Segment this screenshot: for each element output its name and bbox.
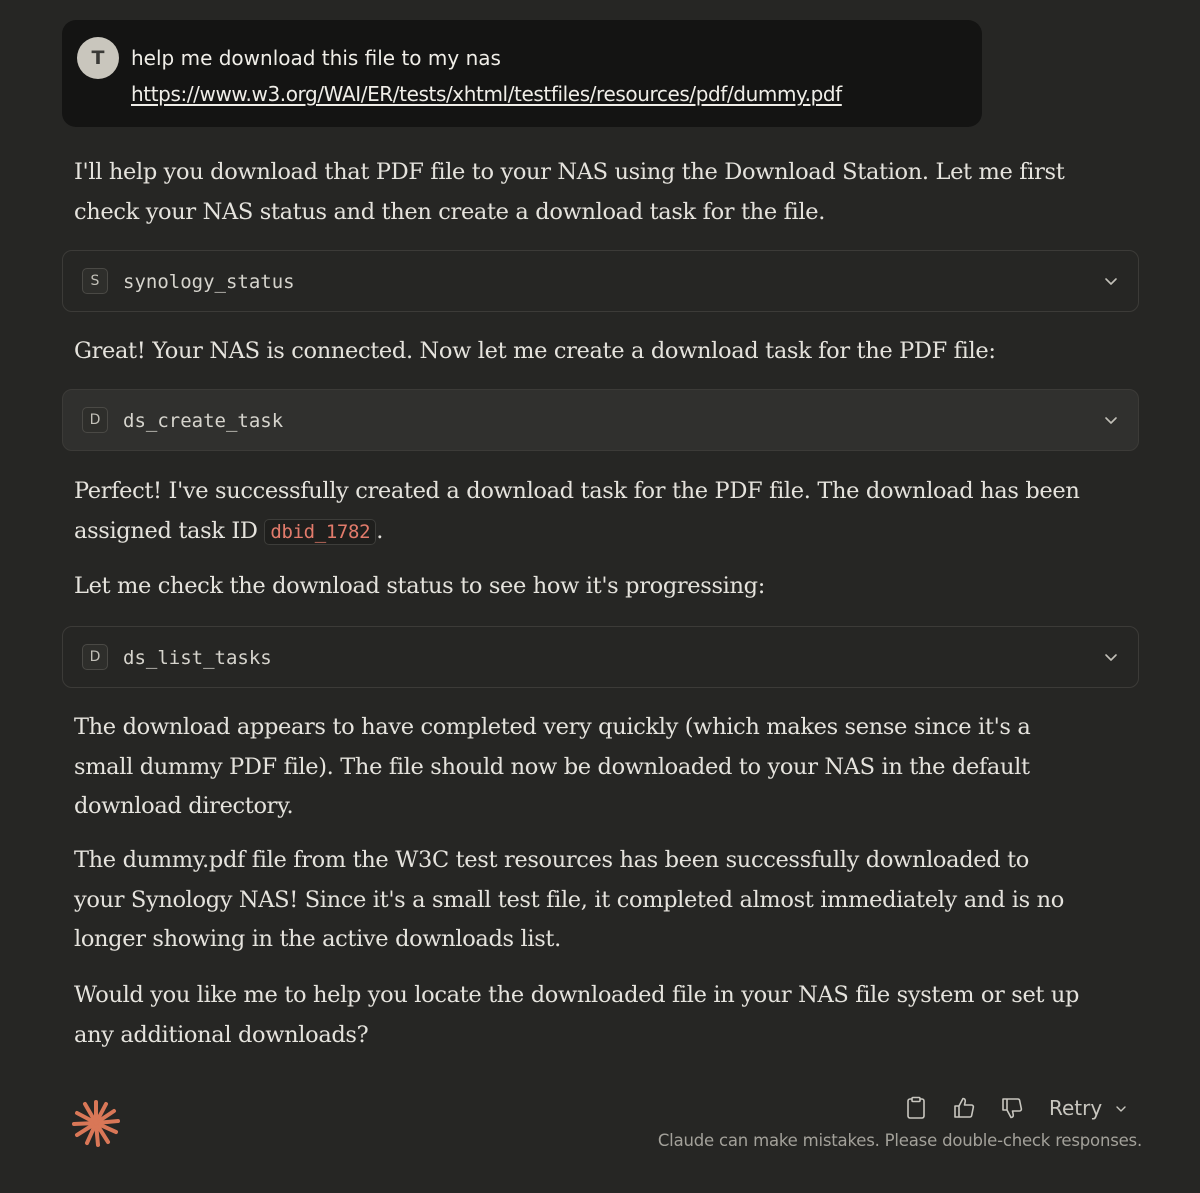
user-avatar[interactable]: T <box>77 37 119 79</box>
tool-badge: D <box>82 644 108 670</box>
chevron-down-icon[interactable] <box>1115 1103 1127 1115</box>
tool-name: ds_create_task <box>123 410 284 432</box>
tool-call-ds-list-tasks[interactable] <box>62 626 1139 688</box>
tool-badge: D <box>82 407 108 433</box>
tool-call-synology-status[interactable] <box>62 250 1139 312</box>
claude-starburst-icon <box>72 1099 120 1147</box>
chevron-down-icon <box>1104 650 1118 664</box>
response-paragraph-6: The dummy.pdf file from the W3C test resources has been successfully downloaded to your Synology NAS! Since it's a small test file, it completed almost immediately and is no longer showing in the active downloads list. <box>74 847 1064 952</box>
user-message <box>62 20 982 127</box>
tool-badge: S <box>82 268 108 294</box>
tool-name: ds_list_tasks <box>123 647 272 669</box>
response-paragraph-7: Would you like me to help you locate the downloaded file in your NAS file system or set up any additional downloads? <box>74 982 1080 1048</box>
disclaimer-text: Claude can make mistakes. Please double-check responses. <box>657 1131 1142 1150</box>
user-message-link[interactable]: https://www.w3.org/WAI/ER/tests/xhtml/testfiles/resources/pdf/dummy.pdf <box>131 82 842 106</box>
tool-name: synology_status <box>123 271 295 293</box>
response-paragraph-5: The download appears to have completed very quickly (which makes sense since it's a small dummy PDF file). The file should now be downloaded to your NAS in the default download directory. <box>74 714 1031 819</box>
clipboard-icon[interactable] <box>903 1095 929 1121</box>
response-paragraph-4: Let me check the download status to see how it's progressing: <box>74 573 765 599</box>
task-id-code: dbid_1782 <box>264 519 376 545</box>
response-paragraph-1: I'll help you download that PDF file to your NAS using the Download Station. Let me first check your NAS status and then create a download task for the file. <box>74 159 1065 225</box>
response-paragraph-3 <box>74 472 1084 552</box>
user-message-text <box>131 40 842 112</box>
thumbs-down-icon[interactable] <box>999 1095 1025 1121</box>
response-paragraph-2: Great! Your NAS is connected. Now let me create a download task for the PDF file: <box>74 338 996 364</box>
chevron-down-icon <box>1104 274 1118 288</box>
tool-call-ds-create-task[interactable] <box>62 389 1139 451</box>
retry-button[interactable]: Retry <box>1049 1096 1103 1120</box>
paragraph-text: . <box>376 517 384 544</box>
paragraph-text: Perfect! I've successfully created a download task for the PDF file. The download has been assigned task ID <box>74 478 1080 544</box>
user-message-body: help me download this file to my nas <box>131 46 501 70</box>
chevron-down-icon <box>1104 413 1118 427</box>
thumbs-up-icon[interactable] <box>951 1095 977 1121</box>
